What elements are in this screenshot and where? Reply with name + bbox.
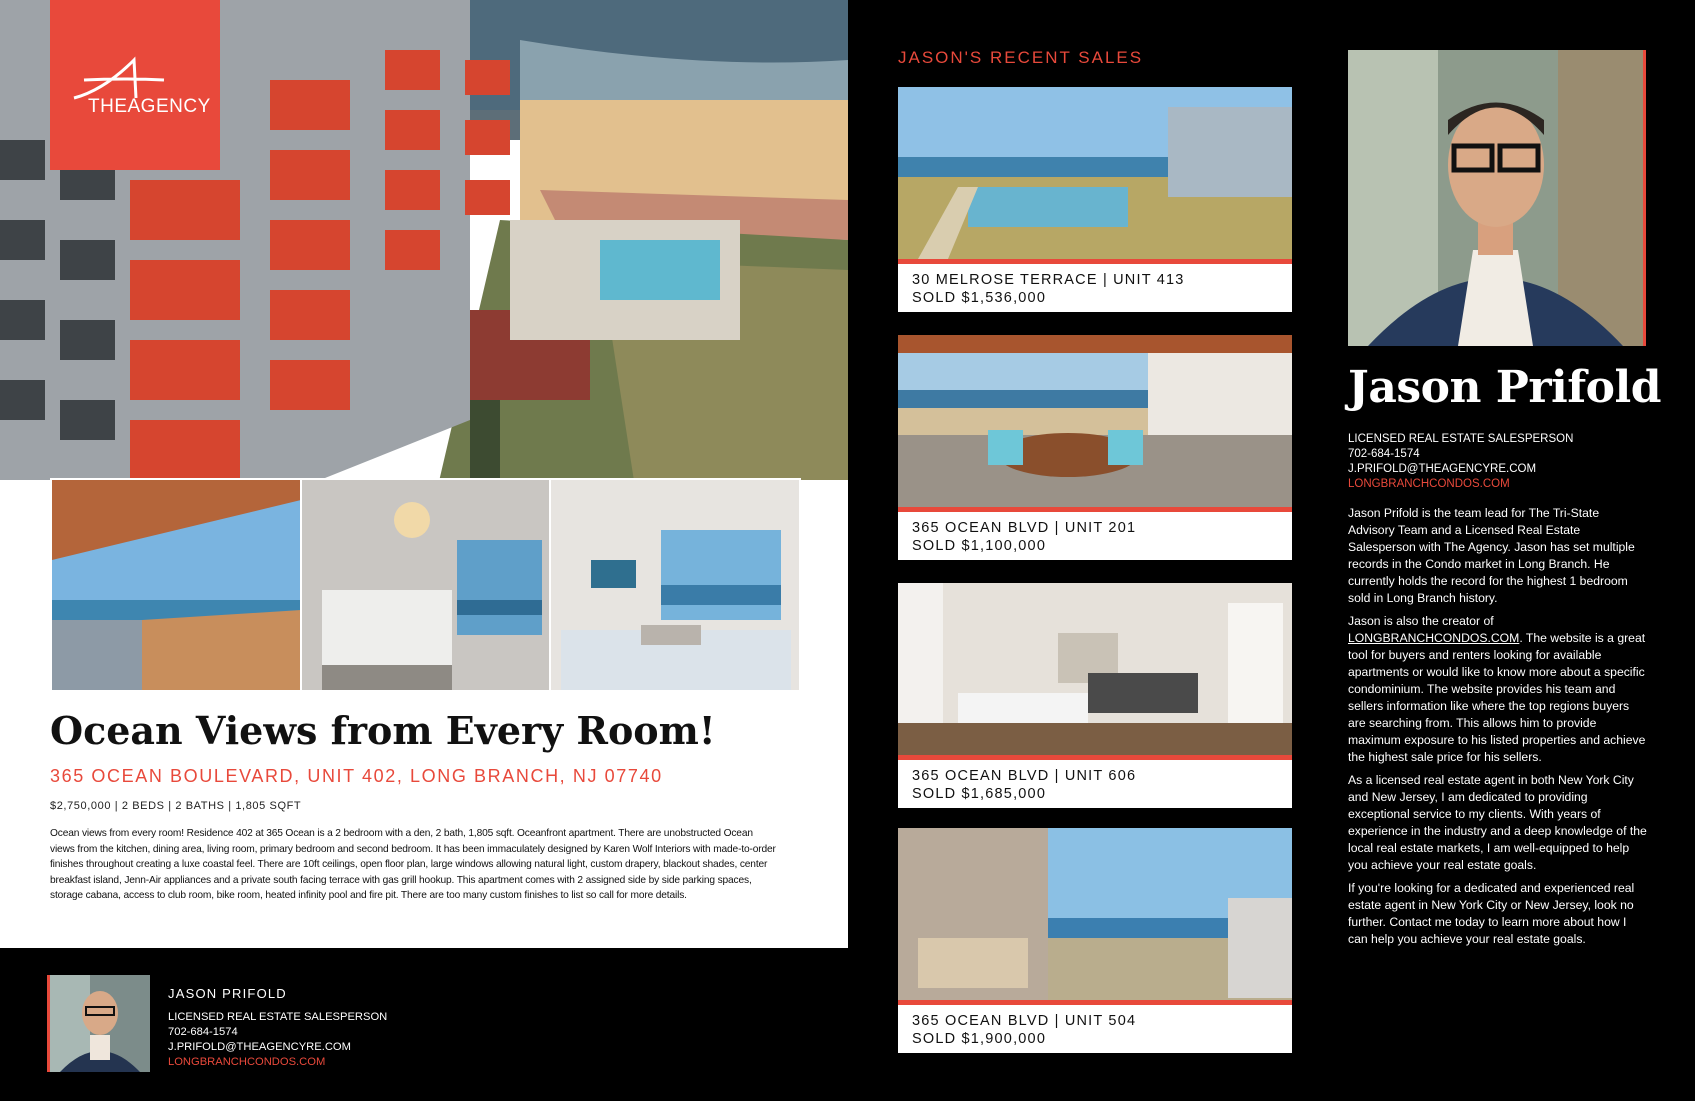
footer-agent-photo: [47, 975, 150, 1072]
sale-price: SOLD $1,100,000: [912, 538, 1047, 554]
agent-email[interactable]: J.PRIFOLD@THEAGENCYRE.COM: [1348, 463, 1537, 475]
agent-bio: [1348, 505, 1648, 954]
listing-title: Ocean Views from Every Room!: [50, 708, 716, 753]
listing-address: 365 OCEAN BOULEVARD, UNIT 402, LONG BRANCH, NJ 07740: [50, 766, 663, 786]
sale-caption: [898, 264, 1292, 312]
agent-contact: [1348, 432, 1573, 492]
agent-name: Jason Prifold: [1348, 362, 1661, 413]
sale-caption: [898, 760, 1292, 808]
sale-card: [898, 828, 1292, 1053]
sale-caption: [898, 1005, 1292, 1053]
sale-address: 365 OCEAN BLVD | UNIT 606: [912, 768, 1137, 784]
bio-text: . The website is a great tool for buyers and renters looking for available apartments or would like to know more about a specific condominium. The website provides his team and sellers information like where the top regions buyers are searching from. This allows him to provide maximum exposure to his listed properties and achieve the highest sale price for his sellers.: [1348, 631, 1646, 764]
bio-text: Jason is also the creator of: [1348, 614, 1494, 628]
sale-card: [898, 335, 1292, 560]
recent-sales-heading: JASON'S RECENT SALES: [898, 48, 1144, 67]
sale-address: 365 OCEAN BLVD | UNIT 504: [912, 1013, 1137, 1029]
footer-agent-name: JASON PRIFOLD: [168, 986, 287, 1001]
agent-phone[interactable]: 702-684-1574: [1348, 448, 1420, 460]
sale-photo: [898, 583, 1292, 760]
sale-price: SOLD $1,685,000: [912, 786, 1047, 802]
footer-agent-info: [168, 986, 387, 1070]
agent-title: LICENSED REAL ESTATE SALESPERSON: [1348, 433, 1574, 445]
agent-website-link[interactable]: LONGBRANCHCONDOS.COM: [1348, 478, 1510, 490]
sale-caption: [898, 512, 1292, 560]
agent-bio-paragraph: [1348, 613, 1648, 766]
footer-agent-email[interactable]: J.PRIFOLD@THEAGENCYRE.COM: [168, 1041, 351, 1053]
listing-description: Ocean views from every room! Residence 402 at 365 Ocean is a 2 bedroom with a den, 2 bath, 1,805 sqft. Oceanfront apartment. There are unobstructed Ocean views from the kitchen, dining area, living room, primary bedroom and second bedroom. It has been immaculately designed by Karen Wolf Interiors with made-to-order finishes throughout creating a luxe coastal feel. There are 10ft ceilings, open floor plan, large windows allowing natural light, custom drapery, blackout shades, center breakfast island, Jenn-Air appliances and a private south facing terrace with gas grill hookup. This apartment comes with 2 assigned side by side parking spaces, storage cabana, access to club room, bike room, heated infinity pool and fire pit. There are too many custom finishes to list so call for more details.: [50, 828, 776, 901]
bedroom-thumbnail: [300, 478, 552, 692]
agency-logo-text: THEAGENCY: [88, 96, 211, 117]
footer-agent-phone[interactable]: 702-684-1574: [168, 1026, 238, 1038]
bio-website-link[interactable]: LONGBRANCHCONDOS.COM: [1348, 631, 1520, 645]
footer-agent-website-link[interactable]: LONGBRANCHCONDOS.COM: [168, 1056, 326, 1068]
sale-price: SOLD $1,900,000: [912, 1031, 1047, 1047]
sale-card: [898, 583, 1292, 808]
agent-bio-paragraph: As a licensed real estate agent in both New York City and New Jersey, I am dedicated to providing exceptional service to my clients. With years of experience in the industry and a deep knowledge of the local real estate markets, I am well-equipped to help you achieve your real estate goals.: [1348, 773, 1647, 872]
sale-card: [898, 87, 1292, 312]
agent-bio-paragraph: Jason Prifold is the team lead for The Tri-State Advisory Team and a Licensed Real Estate Salesperson with The Agency. Jason has set multiple records in the Condo market in Long Branch. He currently holds the record for the highest 1 bedroom sold in Long Branch history.: [1348, 506, 1635, 605]
sale-photo: [898, 335, 1292, 512]
sale-photo: [898, 828, 1292, 1005]
agent-bio-paragraph: If you're looking for a dedicated and experienced real estate agent in New York City or New Jersey, look no further. Contact me today to learn more about how I can help you achieve your real estate goals.: [1348, 881, 1635, 946]
sale-price: SOLD $1,536,000: [912, 290, 1047, 306]
sale-address: 365 OCEAN BLVD | UNIT 201: [912, 520, 1137, 536]
listing-specs: $2,750,000 | 2 BEDS | 2 BATHS | 1,805 SQFT: [50, 800, 302, 812]
agency-logo: [50, 0, 220, 170]
sale-photo: [898, 87, 1292, 264]
agent-portrait-photo: [1348, 50, 1646, 346]
footer-agent-title: LICENSED REAL ESTATE SALESPERSON: [168, 1011, 388, 1023]
sale-address: 30 MELROSE TERRACE | UNIT 413: [912, 272, 1185, 288]
terrace-thumbnail: [50, 478, 303, 692]
living-room-thumbnail: [549, 478, 801, 692]
